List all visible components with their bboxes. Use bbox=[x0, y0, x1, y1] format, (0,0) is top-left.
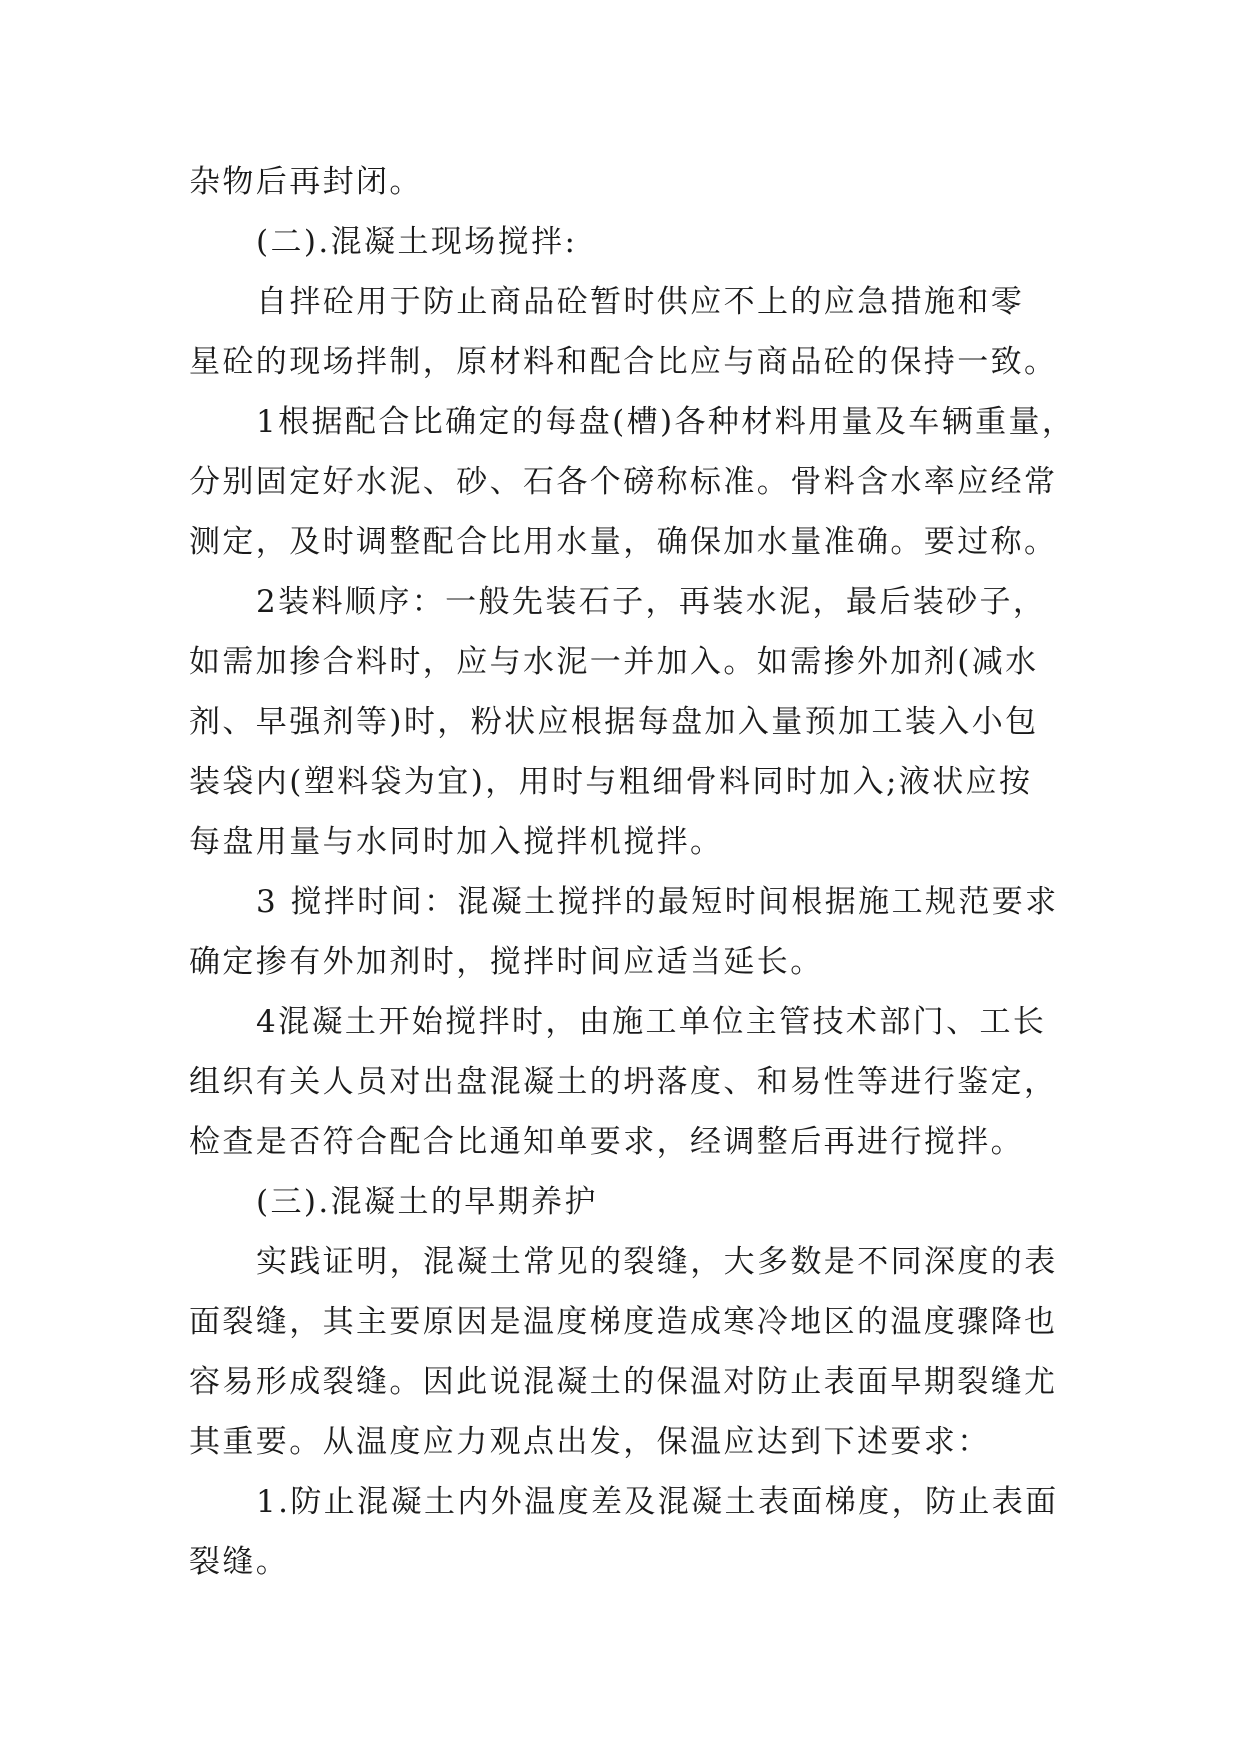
text-line-13: 3 搅拌时间：混凝土搅拌的最短时间根据施工规范要求 bbox=[256, 884, 1059, 920]
text-line-17: 检查是否符合配合比通知单要求，经调整后再进行搅拌。 bbox=[189, 1124, 1024, 1160]
text-line-19: 实践证明，混凝土常见的裂缝，大多数是不同深度的表 bbox=[256, 1244, 1058, 1280]
text-line-12: 每盘用量与水同时加入搅拌机搅拌。 bbox=[189, 824, 724, 860]
text-line-22: 其重要。从温度应力观点出发，保温应达到下述要求： bbox=[189, 1424, 991, 1460]
text-line-20: 面裂缝，其主要原因是温度梯度造成寒冷地区的温度骤降也 bbox=[189, 1304, 1058, 1340]
text-line-5: 1根据配合比确定的每盘(槽)各种材料用量及车辆重量， bbox=[256, 404, 1076, 440]
text-line-6: 分别固定好水泥、砂、石各个磅称标准。骨料含水率应经常 bbox=[189, 464, 1058, 500]
text-line-3: 自拌砼用于防止商品砼暂时供应不上的应急措施和零 bbox=[256, 284, 1025, 320]
text-line-7: 测定，及时调整配合比用水量，确保加水量准确。要过称。 bbox=[189, 524, 1058, 560]
text-line-1: 杂物后再封闭。 bbox=[189, 164, 423, 200]
section-heading-2: (二).混凝土现场搅拌: bbox=[256, 224, 578, 260]
text-line-14: 确定掺有外加剂时，搅拌时间应适当延长。 bbox=[189, 944, 824, 980]
section-heading-3: (三).混凝土的早期养护 bbox=[256, 1184, 598, 1220]
text-line-16: 组织有关人员对出盘混凝土的坍落度、和易性等进行鉴定， bbox=[189, 1064, 1058, 1100]
text-line-10: 剂、早强剂等)时，粉状应根据每盘加入量预加工装入小包 bbox=[189, 704, 1039, 740]
text-line-21: 容易形成裂缝。因此说混凝土的保温对防止表面早期裂缝尤 bbox=[189, 1364, 1058, 1400]
text-line-4: 星砼的现场拌制，原材料和配合比应与商品砼的保持一致。 bbox=[189, 344, 1058, 380]
text-line-11: 装袋内(塑料袋为宜)，用时与粗细骨料同时加入;液状应按 bbox=[189, 764, 1033, 800]
text-line-23: 1.防止混凝土内外温度差及混凝土表面梯度，防止表面 bbox=[256, 1484, 1059, 1520]
text-line-8: 2装料顺序：一般先装石子，再装水泥，最后装砂子， bbox=[256, 584, 1047, 620]
text-line-24: 裂缝。 bbox=[189, 1544, 290, 1580]
text-line-15: 4混凝土开始搅拌时，由施工单位主管技术部门、工长 bbox=[256, 1004, 1047, 1040]
text-line-9: 如需加掺合料时，应与水泥一并加入。如需掺外加剂(减水 bbox=[189, 644, 1039, 680]
